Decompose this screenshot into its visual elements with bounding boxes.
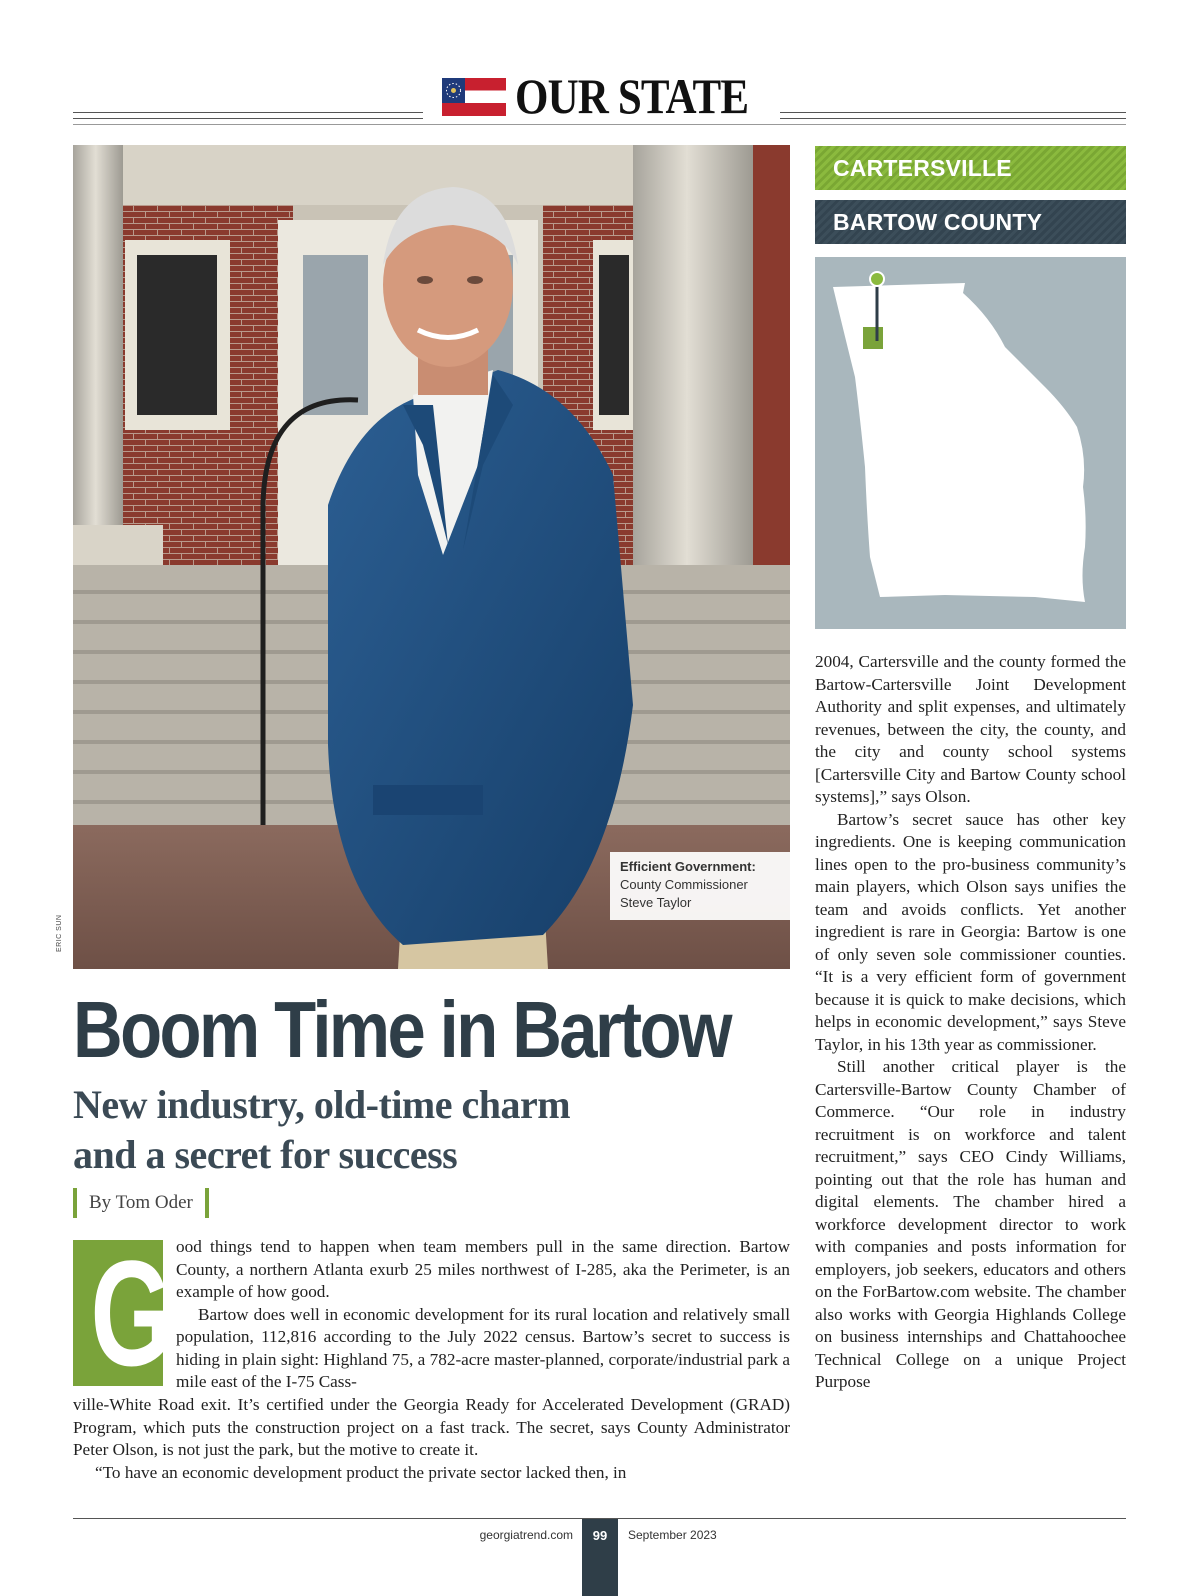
paragraph-2-start: Bartow does well in economic development for its rural location and relatively small population, 112,816 according to the July 2022 census. Bartow’s secret to success is hiding in plain sight: Highland 75, a 782-acre master-planned, corporate/industrial park a mile east of the I-75 Cass- [176, 1304, 790, 1391]
georgia-map-illustration [815, 257, 1126, 629]
drop-cap [73, 1229, 173, 1397]
georgia-flag-icon [442, 78, 506, 116]
body-right-column [815, 651, 1126, 1394]
right-paragraph-3: Still another critical player is the Cartersville-Bartow County Chamber of Commerce. “Our role in industry recruitment is on workforce and talent recruitment,” says CEO Cindy Williams, pointing out that the role has human and digital elements. The chamber hired a workforce development director to work with companies and posts information for employers, job seekers, educators and others on the ForBartow.com website. The chamber also works with Georgia Highlands College on business internships and Chattahoochee Technical College on a unique Project Purpose [815, 1057, 1126, 1391]
header-rule-right-top [780, 112, 1126, 113]
byline-bracket-right [205, 1188, 209, 1218]
header-rule-left-top [73, 112, 423, 113]
byline [73, 1188, 209, 1218]
page-number: 99 [582, 1519, 618, 1596]
commissioner-photo-illustration [73, 145, 790, 969]
byline-bracket-left [73, 1188, 77, 1218]
issue-date: September 2023 [628, 1528, 717, 1542]
right-paragraph-1: 2004, Cartersville and the county formed the Bartow-Cartersville Joint Development Authority and split expenses, and ultimately revenues, between the city, the county, and the city and county school systems [Cartersville City and Bartow County school systems],” says Olson. [815, 652, 1126, 806]
georgia-locator-map [815, 257, 1126, 629]
header-rule-right-bottom [780, 118, 1126, 119]
photo-credit: ERIC SUN [56, 914, 63, 952]
footer-site: georgiatrend.com [479, 1528, 573, 1542]
city-tag: CARTERSVILLE [815, 146, 1126, 190]
caption-title: Efficient Government: [620, 859, 756, 874]
section-title: OUR STATE [515, 68, 749, 124]
subhead-line-2: and a secret for success [73, 1132, 458, 1177]
feature-photo [73, 145, 790, 969]
paragraph-2-end: ville-White Road exit. It’s certified under the Georgia Ready for Accelerated Development (GRAD) Program, which puts the construction project on a fast track. The secret, says County Administrator Peter Olson, is not just the park, but the motive to create it. [73, 1395, 790, 1459]
article-subhead [73, 1080, 693, 1180]
body-left-indented [176, 1236, 790, 1394]
drop-cap-letter: G [90, 1229, 173, 1397]
article-headline: Boom Time in Bartow [73, 985, 730, 1074]
byline-text: By Tom Oder [89, 1192, 193, 1213]
subhead-line-1: New industry, old-time charm [73, 1082, 571, 1127]
body-left-full [73, 1394, 790, 1484]
right-paragraph-2: Bartow’s secret sauce has other key ingredients. One is keeping communication lines open to the pro-business community’s main players, which Olson says unifies the team and avoids conflicts. Yet another ingredient is rare in Georgia: Bartow is one of only seven sole commissioner counties. “It is a very efficient form of government because it is quick to make decisions, which helps in economic development,” says Steve Taylor, in his 13th year as commissioner. [815, 809, 1126, 1054]
caption-line-2: Steve Taylor [620, 895, 692, 910]
header-rule-full [73, 124, 1126, 125]
header-rule-left-bottom [73, 118, 423, 119]
county-tag: BARTOW COUNTY [815, 200, 1126, 244]
paragraph-3: “To have an economic development product the private sector lacked then, in [95, 1462, 627, 1482]
photo-caption [610, 852, 790, 920]
caption-line-1: County Commissioner [620, 877, 748, 892]
paragraph-1: ood things tend to happen when team members pull in the same direction. Bartow County, a northern Atlanta exurb 25 miles northwest of I-285, aka the Perimeter, is an example of how good. [176, 1237, 790, 1301]
